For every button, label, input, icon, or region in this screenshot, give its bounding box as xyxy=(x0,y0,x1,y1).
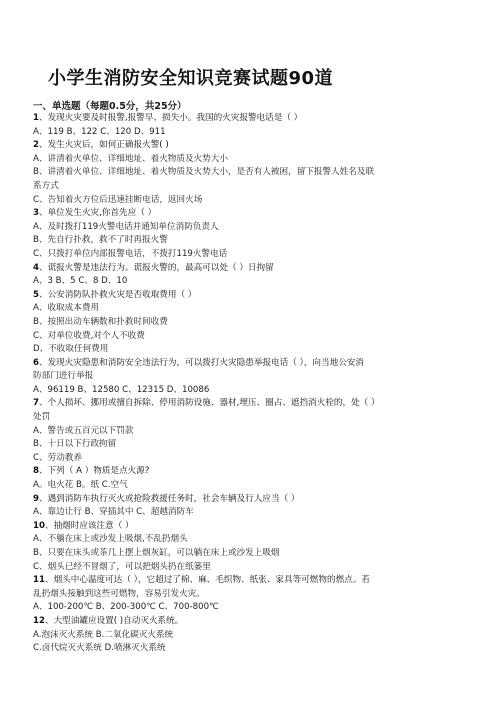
question-line xyxy=(33,357,463,371)
option-line xyxy=(33,248,463,262)
option-line xyxy=(33,479,463,493)
question-line xyxy=(33,112,463,126)
option-text: C、对单位收费,对个人不收费 xyxy=(33,330,145,341)
question-text: 、大型油罐应设置( )自动灭火系统。 xyxy=(44,615,184,626)
question-number: 8 xyxy=(33,466,39,477)
option-text: A、及时拨打119火警电话并通知单位消防负责人 xyxy=(33,221,219,232)
question-text: 、发现火灾要及时报警,报警早、损失小。我国的火灾报警电话是（ ） xyxy=(38,113,303,123)
question-text: 、单位发生火灾,你首先应（ ） xyxy=(38,208,157,219)
question-number: 6 xyxy=(33,357,39,368)
option-text: C、劳动教养 xyxy=(33,452,82,463)
option-text: D、不收取任何费用 xyxy=(33,344,109,355)
question-text: 、烟头中心温度可达（ ），它超过了棉、麻、毛织物、纸张、家具等可燃物的燃点。若 xyxy=(44,575,370,586)
option-line xyxy=(33,425,463,439)
option-line xyxy=(33,438,463,452)
option-line xyxy=(33,126,463,140)
question-number: 9 xyxy=(33,493,39,504)
option-text: A、讲清着火单位、详细地址、着火物质及火势大小 xyxy=(33,153,228,164)
option-line xyxy=(33,221,463,235)
question-number: 7 xyxy=(33,398,39,409)
question-number: 3 xyxy=(33,208,39,219)
option-line xyxy=(33,384,463,398)
option-line xyxy=(33,302,463,316)
option-text: B、十日以下行政拘留 xyxy=(33,439,117,450)
option-line xyxy=(33,601,463,615)
question-text: 、遇到消防车执行灭火或抢险救援任务时，社会车辆及行人应当（ ） xyxy=(38,493,300,504)
option-text: B、按照出动车辆数和扑救时间收费 xyxy=(33,316,168,327)
option-text: C、告知着火方位后迅速挂断电话，返回火场 xyxy=(33,194,203,205)
document-title: 小学生消防安全知识竞赛试题90道 xyxy=(48,68,334,89)
option-text: B、讲清着火单位、详细地址、着火物质及火势大小，是否有人被困，留下报警人姓名及联 xyxy=(33,167,375,178)
question-text: 、个人损坏、挪用或擅自拆除、停用消防设施、器材,埋压、圈占、遮挡消火栓的，处（ ） xyxy=(38,398,380,409)
option-text: C、只拨打单位内部报警电话，不拨打119火警电话 xyxy=(33,248,228,259)
option-text: C、烟头已经不冒烟了，可以把烟头扔在纸篓里 xyxy=(33,561,211,572)
question-line xyxy=(33,207,463,221)
question-line xyxy=(33,397,463,411)
option-line xyxy=(33,153,463,167)
option-line xyxy=(33,194,463,208)
option-text: 乱扔烟头接触到这些可燃物，容易引发火灾。 xyxy=(33,588,205,599)
option-line xyxy=(33,629,463,643)
option-line xyxy=(33,166,463,180)
option-text: 系方式 xyxy=(33,180,59,191)
option-text: A、靠边让行 B、穿插其中 C、超越消防车 xyxy=(33,507,194,518)
option-text: B、先自行扑救，救不了时再报火警 xyxy=(33,235,168,246)
option-text: B、只要在床头或茶几上摆上烟灰缸，可以躺在床上或沙发上吸烟 xyxy=(33,548,280,558)
option-line xyxy=(33,370,463,384)
option-text: C.卤代烷灭火系统 D.喷淋灭火系统 xyxy=(33,643,166,654)
question-line xyxy=(33,289,463,303)
option-line xyxy=(33,588,463,602)
question-line xyxy=(33,615,463,629)
question-text: 、谎报火警是违法行为。谎报火警的，最高可以处（ ）日拘留 xyxy=(38,262,274,273)
question-number: 1 xyxy=(33,113,39,123)
option-line xyxy=(33,506,463,520)
question-line xyxy=(33,520,463,534)
option-line xyxy=(33,561,463,575)
option-line xyxy=(33,275,463,289)
question-text: 、公安消防队扑救火灾是否收取费用（ ） xyxy=(38,289,197,300)
section-heading: 一、单选题（每题0.5分，共25分） xyxy=(33,101,187,112)
option-text: A、收取成本费用 xyxy=(33,303,100,314)
question-line xyxy=(33,262,463,276)
question-text: 、发生火灾后，如何正确报火警( ) xyxy=(38,140,169,151)
option-line xyxy=(33,533,463,547)
question-line xyxy=(33,574,463,588)
option-line xyxy=(33,234,463,248)
option-text: A、警告或五百元以下罚款 xyxy=(33,425,134,436)
option-text: A、119 B、122 C、120 D、911 xyxy=(33,126,166,137)
question-list xyxy=(33,112,463,656)
option-text: A、96119 B、12580 C、12315 D、10086 xyxy=(33,384,210,395)
option-line xyxy=(33,330,463,344)
question-line xyxy=(33,493,463,507)
option-text: A、不躺在床上或沙发上吸烟,不乱扔烟头 xyxy=(33,534,188,545)
option-text: A.泡沫灭火系统 B.二氧化碳灭火系统 xyxy=(33,629,174,640)
option-text: A、100-200℃ B、200-300℃ C、700-800℃ xyxy=(33,602,219,613)
option-line xyxy=(33,452,463,466)
question-number: 12 xyxy=(33,615,45,626)
option-line xyxy=(33,642,463,656)
question-number: 5 xyxy=(33,289,39,300)
question-line xyxy=(33,139,463,153)
option-text: 处罚 xyxy=(33,412,51,423)
question-text: 、抽烟时应该注意（ ） xyxy=(44,520,134,531)
option-text: A、3 B、5 C、8 D、10 xyxy=(33,276,128,287)
question-number: 2 xyxy=(33,140,39,151)
option-text: A。电火花 B。纸 C.空气 xyxy=(33,480,128,491)
option-line xyxy=(33,547,463,561)
option-text: 防部门进行举报 xyxy=(33,371,94,382)
question-line xyxy=(33,465,463,479)
option-line xyxy=(33,411,463,425)
question-number: 11 xyxy=(33,575,45,586)
question-number: 4 xyxy=(33,262,39,273)
option-line xyxy=(33,316,463,330)
option-line xyxy=(33,180,463,194)
question-number: 10 xyxy=(33,520,45,531)
option-line xyxy=(33,343,463,357)
question-text: 、下列（ A ）物质是点火源? xyxy=(38,466,150,477)
question-text: 、发现火灾隐患和消防安全违法行为，可以拨打火灾隐患举报电话（ ），向当地公安消 xyxy=(38,357,364,368)
